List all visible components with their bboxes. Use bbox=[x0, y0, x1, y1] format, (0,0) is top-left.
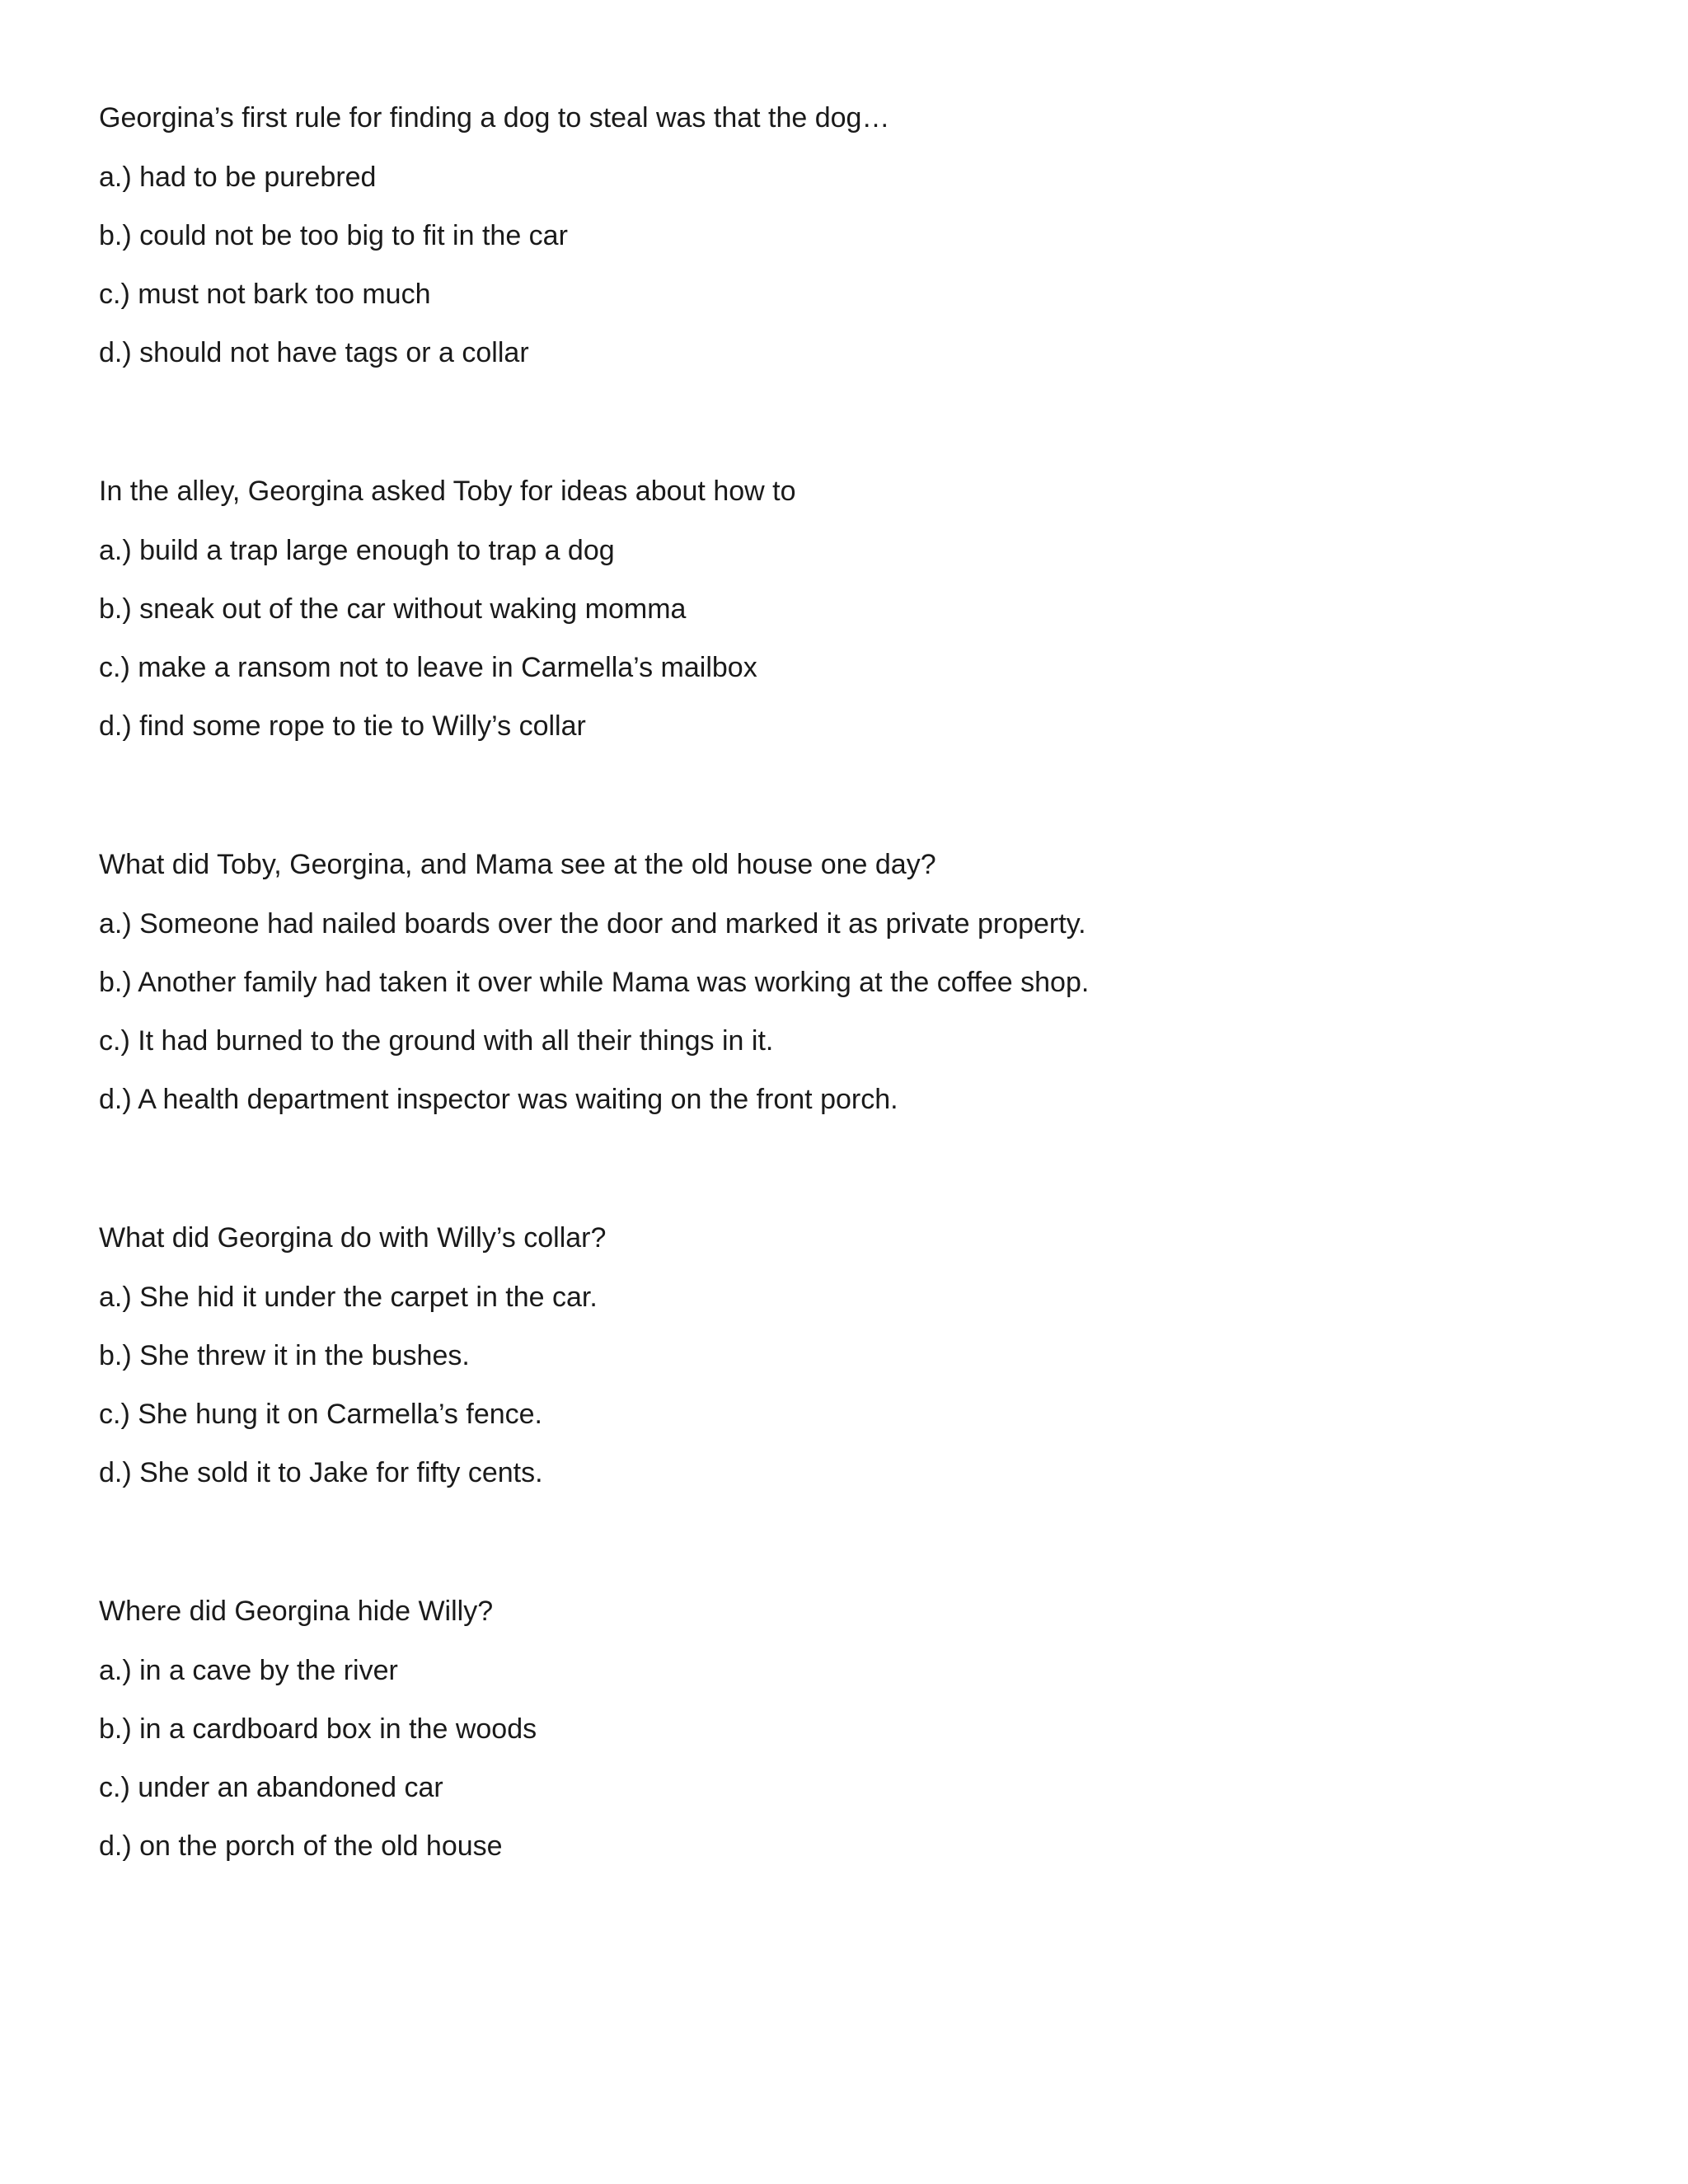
answer-option-c: c.) She hung it on Carmella’s fence. bbox=[99, 1399, 542, 1430]
answer-option-a: a.) had to be purebred bbox=[99, 162, 377, 193]
answer-option-b: b.) sneak out of the car without waking momma bbox=[99, 593, 687, 625]
answer-option-d: d.) on the porch of the old house bbox=[99, 1830, 503, 1862]
question-text: Georgina’s first rule for finding a dog to steal was that the dog… bbox=[99, 102, 890, 134]
answer-options bbox=[99, 903, 1582, 1120]
answer-option-a: a.) Someone had nailed boards over the door and marked it as private property. bbox=[99, 908, 1086, 940]
question-text: What did Georgina do with Willy’s collar? bbox=[99, 1222, 607, 1254]
answer-option-b: b.) could not be too big to fit in the car bbox=[99, 220, 568, 251]
answer-options bbox=[99, 1650, 1582, 1867]
answer-options bbox=[99, 530, 1582, 747]
question-block-2 bbox=[99, 471, 1582, 747]
answer-options bbox=[99, 157, 1582, 373]
question-block-3 bbox=[99, 844, 1582, 1120]
answer-option-b: b.) in a cardboard box in the woods bbox=[99, 1713, 537, 1745]
answer-option-b: b.) She threw it in the bushes. bbox=[99, 1340, 470, 1371]
question-block-5 bbox=[99, 1591, 1582, 1867]
answer-option-a: a.) She hid it under the carpet in the car. bbox=[99, 1282, 598, 1313]
answer-option-c: c.) under an abandoned car bbox=[99, 1772, 443, 1803]
answer-option-d: d.) She sold it to Jake for fifty cents. bbox=[99, 1457, 543, 1488]
answer-option-b: b.) Another family had taken it over while Mama was working at the coffee shop. bbox=[99, 967, 1090, 998]
answer-option-d: d.) should not have tags or a collar bbox=[99, 337, 529, 368]
answer-option-c: c.) It had burned to the ground with all their things in it. bbox=[99, 1025, 774, 1057]
answer-option-c: c.) make a ransom not to leave in Carmella’s mailbox bbox=[99, 652, 757, 683]
question-block-1 bbox=[99, 97, 1582, 373]
question-block-4 bbox=[99, 1217, 1582, 1493]
answer-option-d: d.) A health department inspector was waiting on the front porch. bbox=[99, 1084, 898, 1115]
answer-options bbox=[99, 1277, 1582, 1493]
question-text: Where did Georgina hide Willy? bbox=[99, 1596, 494, 1627]
answer-option-d: d.) find some rope to tie to Willy’s collar bbox=[99, 710, 586, 742]
quiz-page bbox=[99, 97, 1582, 1867]
answer-option-c: c.) must not bark too much bbox=[99, 279, 431, 310]
answer-option-a: a.) build a trap large enough to trap a dog bbox=[99, 535, 615, 566]
question-text: In the alley, Georgina asked Toby for ideas about how to bbox=[99, 476, 796, 507]
question-text: What did Toby, Georgina, and Mama see at the old house one day? bbox=[99, 849, 936, 880]
answer-option-a: a.) in a cave by the river bbox=[99, 1655, 398, 1686]
